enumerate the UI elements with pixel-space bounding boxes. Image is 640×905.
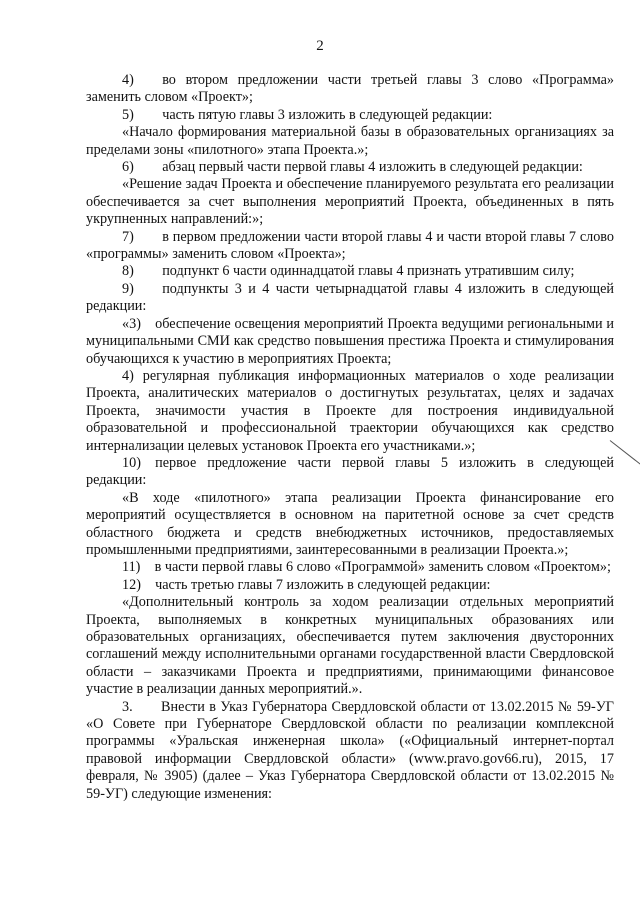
paragraph-quote: «Дополнительный контроль за ходом реализации отдельных мероприятий Проекта, выполняемых в конкретных муниципальных образованиях или образовательных организациях, обеспечивается путем заключения двусторонних соглашений между исполнительными органами государственной власти Свердловской области – заказчиками Проекта и предприятиями, принимающими финансовое участие в реализации данных мероприятий.». bbox=[86, 594, 614, 698]
paragraph-item-10: 10) первое предложение части первой главы 5 изложить в следующей редакции: bbox=[86, 454, 614, 489]
page-number: 2 bbox=[316, 38, 324, 54]
paragraph-quote: «Решение задач Проекта и обеспечение планируемого результата его реализации обеспечивается за счет выполнения мероприятий Проекта, объединенных в пять укрупненных направлений:»; bbox=[86, 176, 614, 228]
paragraph-item-7: 7) в первом предложении части второй главы 4 и части второй главы 7 слово «программы» заменить словом «Проекта»; bbox=[86, 228, 614, 263]
paragraph-quote: «Начало формирования материальной базы в образовательных организациях за пределами зоны «пилотного» этапа Проекта.»; bbox=[86, 124, 614, 158]
paragraph-section-3: 3. Внести в Указ Губернатора Свердловской области от 13.02.2015 № 59-УГ «О Совете при Губернаторе Свердловской области по реализации комплексной программы «Уральская инженерная школа» («Официальный интернет-портал правовой информации Свердловской области» (www.pravo.gov66.ru), 2015, 17 февраля, № 3905) (далее – Указ Губернатора Свердловской области от 13.02.2015 № 59-УГ) следующие изменения: bbox=[86, 698, 614, 802]
paragraph-item-6: 6) абзац первый части первой главы 4 изложить в следующей редакции: bbox=[122, 159, 583, 176]
paragraph-item-9: 9) подпункты 3 и 4 части четырнадцатой главы 4 изложить в следующей редакции: bbox=[86, 280, 614, 315]
paragraph-item-12: 12) часть третью главы 7 изложить в следующей редакции: bbox=[122, 576, 491, 593]
paragraph-item-11: 11) в части первой главы 6 слово «Программой» заменить словом «Проектом»; bbox=[122, 559, 611, 576]
paragraph-item-4: 4) во втором предложении части третьей главы 3 слово «Программа» заменить словом «Проект»; bbox=[86, 72, 614, 106]
paragraph-item-8: 8) подпункт 6 части одиннадцатой главы 4 признать утратившим силу; bbox=[122, 263, 575, 280]
scan-mark-line bbox=[610, 440, 640, 465]
document-body bbox=[86, 72, 614, 803]
paragraph-quote: «В ходе «пилотного» этапа реализации Проекта финансирование его мероприятий осуществляется в основном на паритетной основе за счет средств областного бюджета и средств внебюджетных источников, предоставляемых промышленными предприятиями, заинтересованными в реализации Проекта.»; bbox=[86, 489, 614, 558]
paragraph-item-5: 5) часть пятую главы 3 изложить в следующей редакции: bbox=[122, 106, 493, 123]
paragraph-quote: 4) регулярная публикация информационных материалов о ходе реализации Проекта, аналитических материалов о достигнутых результатах, целях и задачах Проекта, значимости участия в Проекте для построения индивидуальной образовательной и профессиональной траектории обучающихся как средство интернализации целевых установок Проекта его участниками.»; bbox=[86, 367, 614, 454]
paragraph-quote: «3) обеспечение освещения мероприятий Проекта ведущими региональными и муниципальными СМИ как средство повышения престижа Проекта и стимулирования обучающихся к участию в мероприятиях Проекта; bbox=[86, 315, 614, 367]
